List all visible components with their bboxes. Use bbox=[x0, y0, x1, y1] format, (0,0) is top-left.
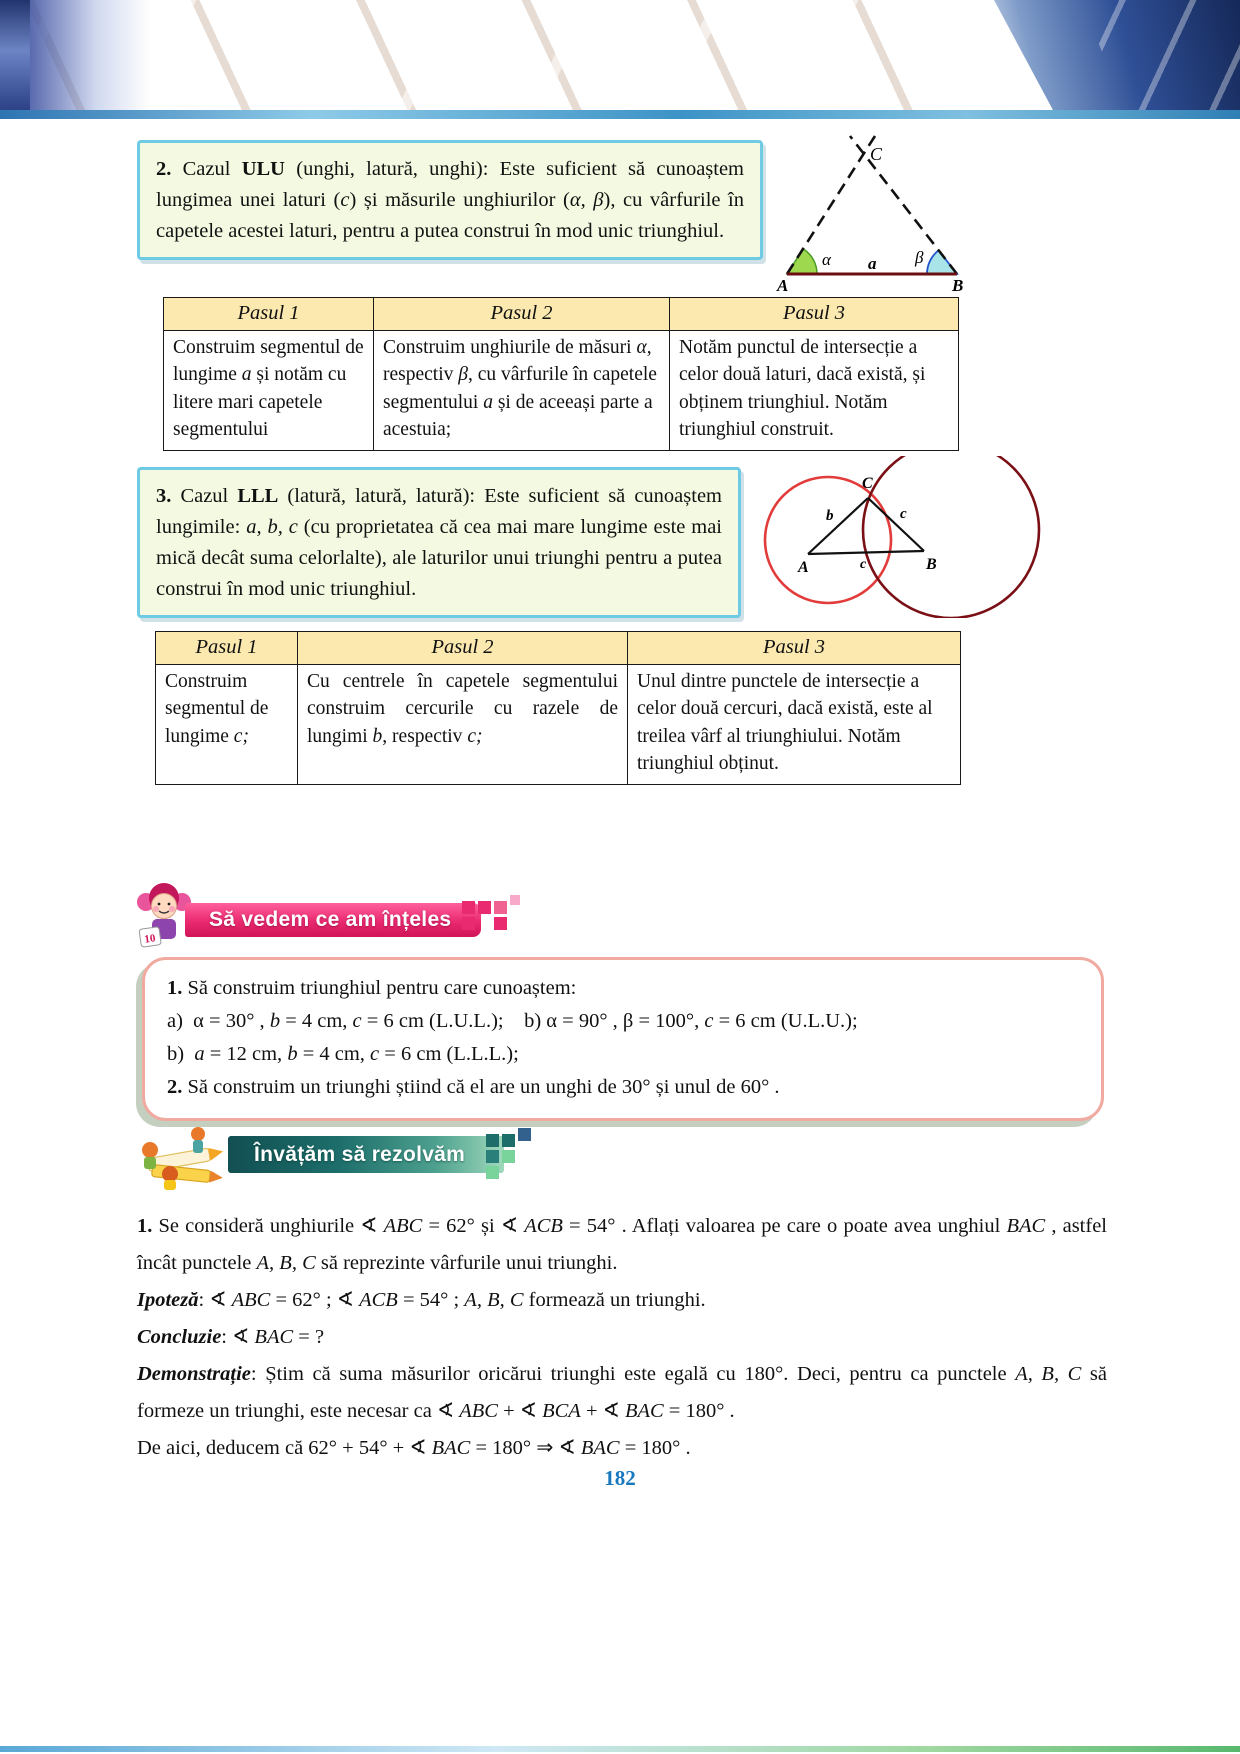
blush-left bbox=[153, 906, 159, 912]
label-c-base: c bbox=[860, 557, 867, 572]
eye-right bbox=[168, 903, 171, 906]
table-ulu-step-1: Construim segmentul de lungime a și notăm cu litere mari capetele segmentului bbox=[164, 330, 374, 450]
eye-left bbox=[158, 903, 161, 906]
label-b: b bbox=[826, 508, 834, 524]
kid-head-1 bbox=[142, 1142, 158, 1158]
table-ulu-header-1: Pasul 1 bbox=[164, 298, 374, 331]
label-B: B bbox=[926, 556, 937, 573]
table-lll-header-1: Pasul 1 bbox=[156, 632, 298, 665]
badge-card bbox=[139, 927, 161, 948]
label-B: B bbox=[952, 276, 964, 294]
circles-construction-diagram bbox=[738, 456, 1078, 618]
exercise-box bbox=[142, 957, 1104, 1121]
face bbox=[152, 894, 177, 919]
deco-square bbox=[462, 901, 475, 914]
exercise-line-3: b) a = 12 cm, b = 4 cm, c = 6 cm (L.L.L.); bbox=[167, 1043, 519, 1065]
problem-conclusion: Concluzie: ∢ BAC = ? bbox=[137, 1326, 325, 1348]
deco-square bbox=[486, 1166, 499, 1179]
label-C: C bbox=[862, 475, 873, 492]
page-number: 182 bbox=[604, 1466, 636, 1490]
problem-section bbox=[137, 1208, 1107, 1467]
table-ulu-step-2: Construim unghiurile de măsuri α, respectiv β, cu vârfurile în capetele segmentului a și de aceeași parte a acestuia; bbox=[374, 330, 670, 450]
table-lll-step-3: Unul dintre punctele de intersecție a celor două cercuri, dacă există, este al treilea vârf al triunghiului. Notăm triunghiul obținut. bbox=[628, 664, 961, 784]
table-lll-step-2: Cu centrele în capetele segmentului construim cercurile cu razele de lungimi b, respectiv c; bbox=[298, 664, 628, 784]
triangle-construction-diagram bbox=[772, 124, 977, 294]
header-left-bar bbox=[0, 0, 30, 112]
badge-number: 10 bbox=[143, 932, 157, 946]
deco-square bbox=[502, 1134, 515, 1147]
problem-hypothesis: Ipoteză: ∢ ABC = 62° ; ∢ ACB = 54° ; A, B, C formează un triunghi. bbox=[137, 1289, 706, 1311]
case-ulu-box: 2. Cazul ULU (unghi, latură, unghi): Este suficient să cunoaștem lungimea unei laturi (c) și măsurile unghiurilor (α, β), cu vârfurile în capetele acestei laturi, pentru a putea construi în mod unic triunghiul. bbox=[137, 140, 763, 260]
table-lll-step-1: Construim segmentul de lungime c; bbox=[156, 664, 298, 784]
steps-table-ulu bbox=[163, 297, 959, 451]
label-beta: β bbox=[915, 248, 924, 267]
exercise-line-1: 1. Să construim triunghiul pentru care cunoaștem: bbox=[167, 977, 577, 999]
circle-center-b bbox=[863, 456, 1039, 618]
kid-head-2 bbox=[162, 1166, 178, 1182]
table-lll-header-2: Pasul 2 bbox=[298, 632, 628, 665]
kids-pencils-illustration bbox=[136, 1122, 236, 1192]
circle-center-a bbox=[765, 477, 891, 603]
banner-sa-vedem bbox=[185, 903, 481, 937]
exercise-line-4: 2. Să construim un triunghi știind că el are un unghi de 30° și unul de 60° . bbox=[167, 1076, 780, 1098]
side-ac bbox=[808, 498, 868, 554]
table-ulu-header-2: Pasul 2 bbox=[374, 298, 670, 331]
blush-right bbox=[169, 906, 175, 912]
table-ulu-step-3: Notăm punctul de intersecție a celor două laturi, dacă există, și obținem triunghiul. Notăm triunghiul construit. bbox=[670, 330, 959, 450]
label-A: A bbox=[798, 559, 809, 576]
label-alpha: α bbox=[822, 250, 831, 269]
deco-square bbox=[494, 901, 507, 914]
kid-body-1 bbox=[144, 1157, 156, 1169]
deco-square bbox=[510, 895, 520, 905]
header-divider-strip bbox=[0, 110, 1240, 119]
header-left-fade bbox=[30, 0, 150, 112]
deco-square bbox=[478, 901, 491, 914]
deco-square bbox=[486, 1134, 499, 1147]
kid-head-3 bbox=[191, 1127, 205, 1141]
table-lll-header-3: Pasul 3 bbox=[628, 632, 961, 665]
problem-proof: Demonstrație: Știm că suma măsurilor oricărui triunghi este egală cu 180°. Deci, pentru ca punctele A, B, C să formeze un triunghi, este necesar ca ∢ ABC + ∢ BCA + ∢ BAC = 180° . bbox=[137, 1363, 1107, 1422]
deco-square bbox=[518, 1128, 531, 1141]
case-lll-box: 3. Cazul LLL (latură, latură, latură): Este suficient să cunoaștem lungimile: a, b, c (cu proprietatea că cea mai mare lungime este mai mică decât suma celorlalte), ale laturilor unui triunghi pentru a putea construi în mod unic triunghiul. bbox=[137, 467, 741, 618]
problem-statement: 1. Se consideră unghiurile ∢ ABC = 62° și ∢ ACB = 54° . Aflați valoarea pe care o poate avea unghiul BAC , astfel încât punctele A, B, C să reprezinte vârfurile unui triunghi. bbox=[137, 1215, 1108, 1274]
deco-square bbox=[462, 917, 475, 930]
banner-invatam-label: Învățăm să rezolvăm bbox=[254, 1142, 466, 1166]
problem-deduction: De aici, deducem că 62° + 54° + ∢ BAC = 180° ⇒ ∢ BAC = 180° . bbox=[137, 1437, 691, 1459]
label-c-side: c bbox=[900, 506, 907, 522]
deco-square bbox=[494, 917, 507, 930]
deco-square bbox=[486, 1150, 499, 1163]
header-artwork bbox=[0, 0, 1240, 112]
side-cb bbox=[868, 498, 924, 551]
page-bottom-strip bbox=[0, 1746, 1240, 1752]
dashed-side-bc bbox=[850, 136, 957, 274]
label-a: a bbox=[868, 254, 877, 273]
kid-body-2 bbox=[164, 1180, 176, 1190]
steps-table-lll bbox=[155, 631, 961, 785]
banner-sa-vedem-label: Să vedem ce am înțeles bbox=[209, 908, 452, 931]
table-ulu-header-3: Pasul 3 bbox=[670, 298, 959, 331]
exercise-line-2: a) α = 30° , b = 4 cm, c = 6 cm (L.U.L.); b) α = 90° , β = 100°, c = 6 cm (U.L.U.); bbox=[167, 1010, 858, 1032]
label-C: C bbox=[870, 144, 883, 164]
kid-body-3 bbox=[193, 1140, 203, 1153]
side-ab bbox=[808, 551, 924, 554]
dashed-side-ac bbox=[787, 136, 875, 274]
label-A: A bbox=[777, 276, 789, 294]
deco-square bbox=[502, 1150, 515, 1163]
banner-invatam bbox=[228, 1136, 504, 1173]
